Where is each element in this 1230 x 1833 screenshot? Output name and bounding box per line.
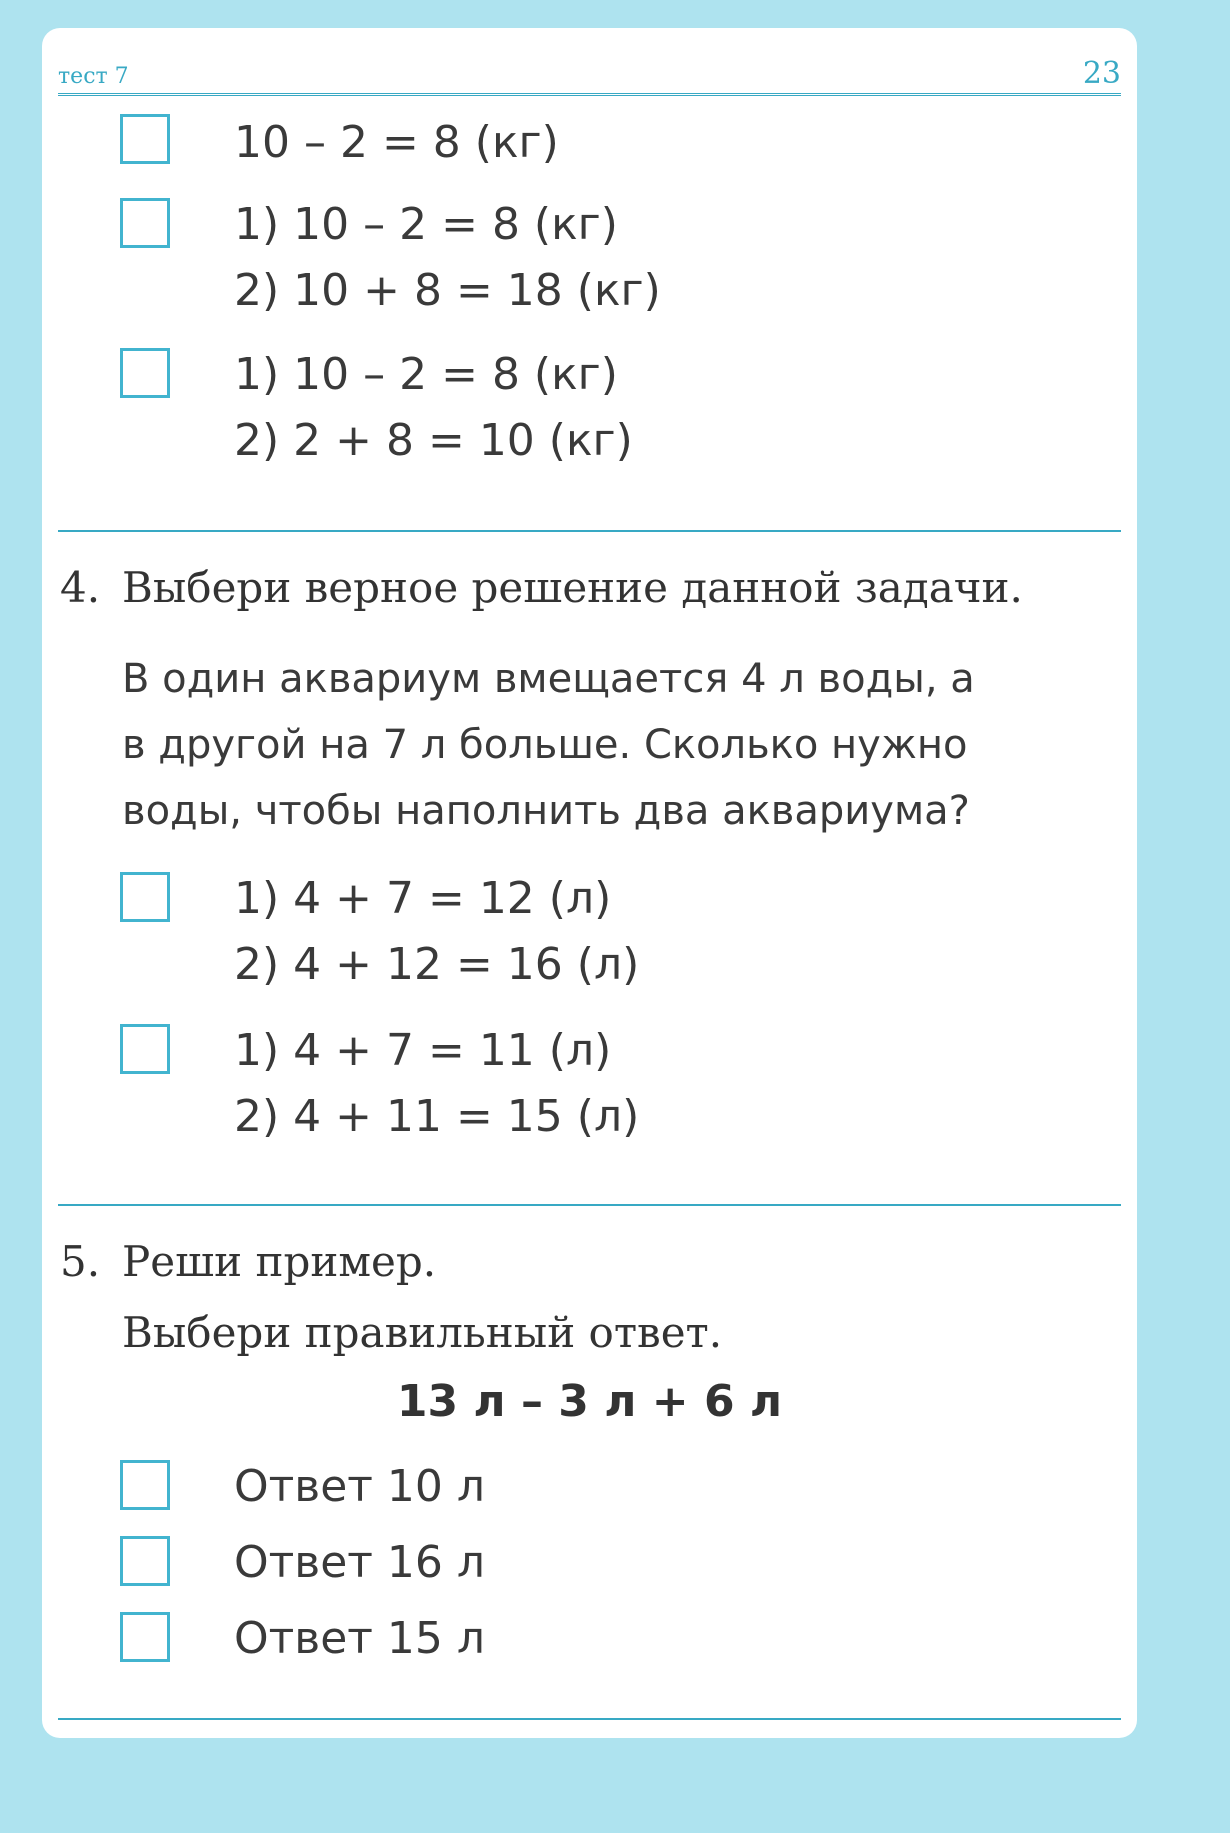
q5-option-3-text: Ответ 15 л	[234, 1613, 485, 1664]
section-divider-3	[58, 1718, 1121, 1720]
q3-option-3-line-1: 1) 10 – 2 = 8 (кг)	[234, 349, 618, 400]
q4-problem-line-2: в другой на 7 л больше. Сколько нужно	[122, 722, 968, 768]
section-divider-1	[58, 530, 1121, 532]
q5-title	[60, 1232, 436, 1292]
q4-problem	[122, 646, 975, 844]
workbook-page	[42, 28, 1137, 1738]
q4-option-2-text	[234, 1018, 639, 1150]
q5-expression: 13 л – 3 л + 6 л	[396, 1376, 783, 1427]
q4-option-1-line-1: 1) 4 + 7 = 12 (л)	[234, 873, 612, 924]
q5-option-1-checkbox[interactable]	[120, 1460, 170, 1510]
q5-number: 5.	[60, 1237, 101, 1286]
q4-option-1-text	[234, 866, 639, 998]
section-divider-2	[58, 1204, 1121, 1206]
q5-option-2-text: Ответ 16 л	[234, 1537, 485, 1588]
q4-title	[60, 558, 1023, 618]
q4-problem-line-1: В один аквариум вмещается 4 л воды, а	[122, 656, 975, 702]
q3-option-1-checkbox[interactable]	[120, 114, 170, 164]
q5-option-1-text: Ответ 10 л	[234, 1461, 485, 1512]
page-number: 23	[1082, 56, 1121, 91]
q4-option-2-checkbox[interactable]	[120, 1024, 170, 1074]
q4-option-1-checkbox[interactable]	[120, 872, 170, 922]
q4-option-2-line-2: 2) 4 + 11 = 15 (л)	[234, 1091, 640, 1142]
q4-problem-line-3: воды, чтобы наполнить два аквариума?	[122, 788, 970, 834]
header-rule	[58, 93, 1121, 96]
q4-option-2-line-1: 1) 4 + 7 = 11 (л)	[234, 1025, 612, 1076]
q3-option-1-text	[234, 110, 559, 176]
q5-title-text: Реши пример.	[122, 1237, 437, 1286]
test-label: тест 7	[58, 64, 129, 89]
q5-option-3-checkbox[interactable]	[120, 1612, 170, 1662]
q3-option-2-line-2: 2) 10 + 8 = 18 (кг)	[234, 265, 661, 316]
q3-option-3-line-2: 2) 2 + 8 = 10 (кг)	[234, 415, 633, 466]
q3-option-3-text	[234, 342, 633, 474]
q3-option-1-line-1: 10 – 2 = 8 (кг)	[234, 117, 559, 168]
q4-option-1-line-2: 2) 4 + 12 = 16 (л)	[234, 939, 640, 990]
q3-option-2-line-1: 1) 10 – 2 = 8 (кг)	[234, 199, 618, 250]
q5-option-2-checkbox[interactable]	[120, 1536, 170, 1586]
q3-option-3-checkbox[interactable]	[120, 348, 170, 398]
q4-title-text: Выбери верное решение данной задачи.	[122, 563, 1023, 612]
q4-number: 4.	[60, 563, 101, 612]
q3-option-2-checkbox[interactable]	[120, 198, 170, 248]
q5-subtitle: Выбери правильный ответ.	[122, 1308, 723, 1357]
q3-option-2-text	[234, 192, 661, 324]
page-header	[58, 46, 1121, 96]
